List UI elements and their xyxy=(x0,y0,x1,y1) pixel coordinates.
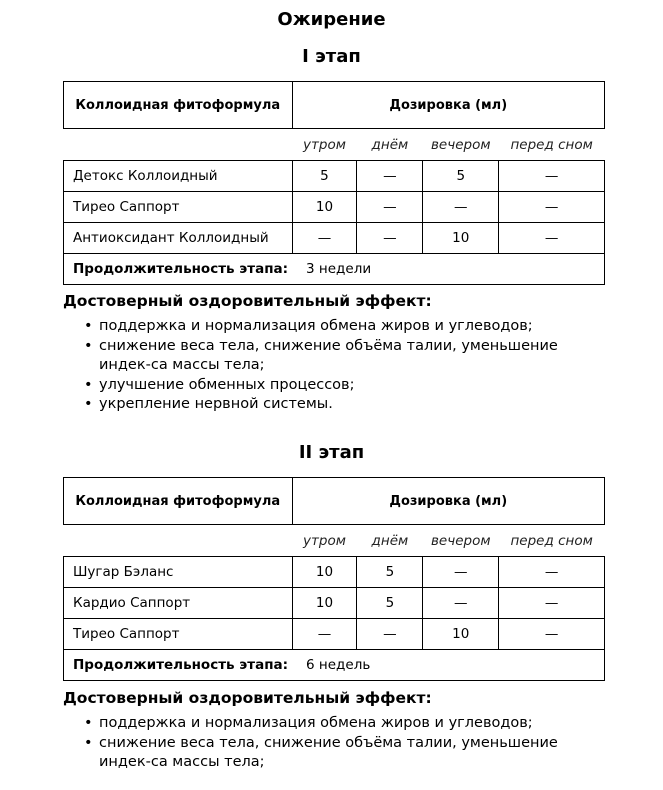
dose-cell: 10 xyxy=(292,557,357,588)
dose-cell: — xyxy=(357,192,423,223)
table-row xyxy=(64,619,605,650)
effect-heading: Достоверный оздоровительный эффект: xyxy=(63,292,432,310)
dose-cell: — xyxy=(357,223,423,254)
dose-cell: 5 xyxy=(423,161,499,192)
time-header-day: днём xyxy=(371,136,409,153)
page-title: Ожирение xyxy=(277,9,386,30)
stage-1-title: I этап xyxy=(302,46,361,67)
dose-cell: — xyxy=(499,557,605,588)
dose-cell: — xyxy=(423,192,499,223)
dose-cell: 10 xyxy=(292,192,357,223)
duration-label: Продолжительность этапа: xyxy=(73,261,289,277)
table-row xyxy=(64,192,605,223)
dose-cell: — xyxy=(499,223,605,254)
time-header-evening: вечером xyxy=(430,136,491,153)
duration-label: Продолжительность этапа: xyxy=(73,657,289,673)
formula-name: Тирео Саппорт xyxy=(64,192,293,223)
duration-row xyxy=(64,254,605,285)
time-header-bedtime: перед сном xyxy=(510,532,593,549)
dose-cell: 5 xyxy=(357,588,423,619)
list-item: • поддержка и нормализация обмена жиров и углеводов; xyxy=(83,317,613,337)
table-row xyxy=(64,223,605,254)
dose-cell: — xyxy=(292,223,357,254)
formula-name: Тирео Саппорт xyxy=(64,619,293,650)
dose-cell: 5 xyxy=(357,557,423,588)
formula-name: Детокс Коллоидный xyxy=(64,161,293,192)
time-header-morning: утром xyxy=(303,136,346,153)
dose-cell: 5 xyxy=(292,161,357,192)
stage-1-dosage-table xyxy=(63,81,605,285)
list-item: • снижение веса тела, снижение объёма талии, уменьшение индек-са массы тела; xyxy=(83,337,613,376)
effects-list xyxy=(83,317,613,415)
dose-cell: 10 xyxy=(423,223,499,254)
dose-cell: — xyxy=(499,161,605,192)
empty-cell xyxy=(64,129,293,161)
effects-list xyxy=(83,714,613,773)
formula-column-header: Коллоидная фитоформула xyxy=(64,478,293,525)
dosage-column-header: Дозировка (мл) xyxy=(292,82,604,129)
dose-cell: — xyxy=(499,192,605,223)
formula-name: Шугар Бэланс xyxy=(64,557,293,588)
time-header-bedtime: перед сном xyxy=(510,136,593,153)
dose-cell: — xyxy=(423,588,499,619)
table-row xyxy=(64,557,605,588)
time-header-evening: вечером xyxy=(430,532,491,549)
time-header-morning: утром xyxy=(303,532,346,549)
formula-name: Антиоксидант Коллоидный xyxy=(64,223,293,254)
formula-column-header: Коллоидная фитоформула xyxy=(64,82,293,129)
stage-2-dosage-table xyxy=(63,477,605,681)
effect-heading: Достоверный оздоровительный эффект: xyxy=(63,689,432,707)
list-item: • улучшение обменных процессов; xyxy=(83,376,613,396)
table-row xyxy=(64,161,605,192)
duration-value: 6 недель xyxy=(306,657,371,673)
time-header-day: днём xyxy=(371,532,409,549)
dose-cell: — xyxy=(357,619,423,650)
dose-cell: — xyxy=(292,619,357,650)
table-row xyxy=(64,588,605,619)
dose-cell: 10 xyxy=(423,619,499,650)
dose-cell: 10 xyxy=(292,588,357,619)
duration-value: 3 недели xyxy=(306,261,372,277)
list-item: • поддержка и нормализация обмена жиров и углеводов; xyxy=(83,714,613,734)
list-item: • укрепление нервной системы. xyxy=(83,395,613,415)
empty-cell xyxy=(64,525,293,557)
dose-cell: — xyxy=(423,557,499,588)
stage-2-title: II этап xyxy=(298,442,365,463)
list-item: • снижение веса тела, снижение объёма талии, уменьшение индек-са массы тела; xyxy=(83,734,613,773)
dosage-column-header: Дозировка (мл) xyxy=(292,478,604,525)
formula-name: Кардио Саппорт xyxy=(64,588,293,619)
dose-cell: — xyxy=(499,588,605,619)
dose-cell: — xyxy=(499,619,605,650)
duration-row xyxy=(64,650,605,681)
dose-cell: — xyxy=(357,161,423,192)
